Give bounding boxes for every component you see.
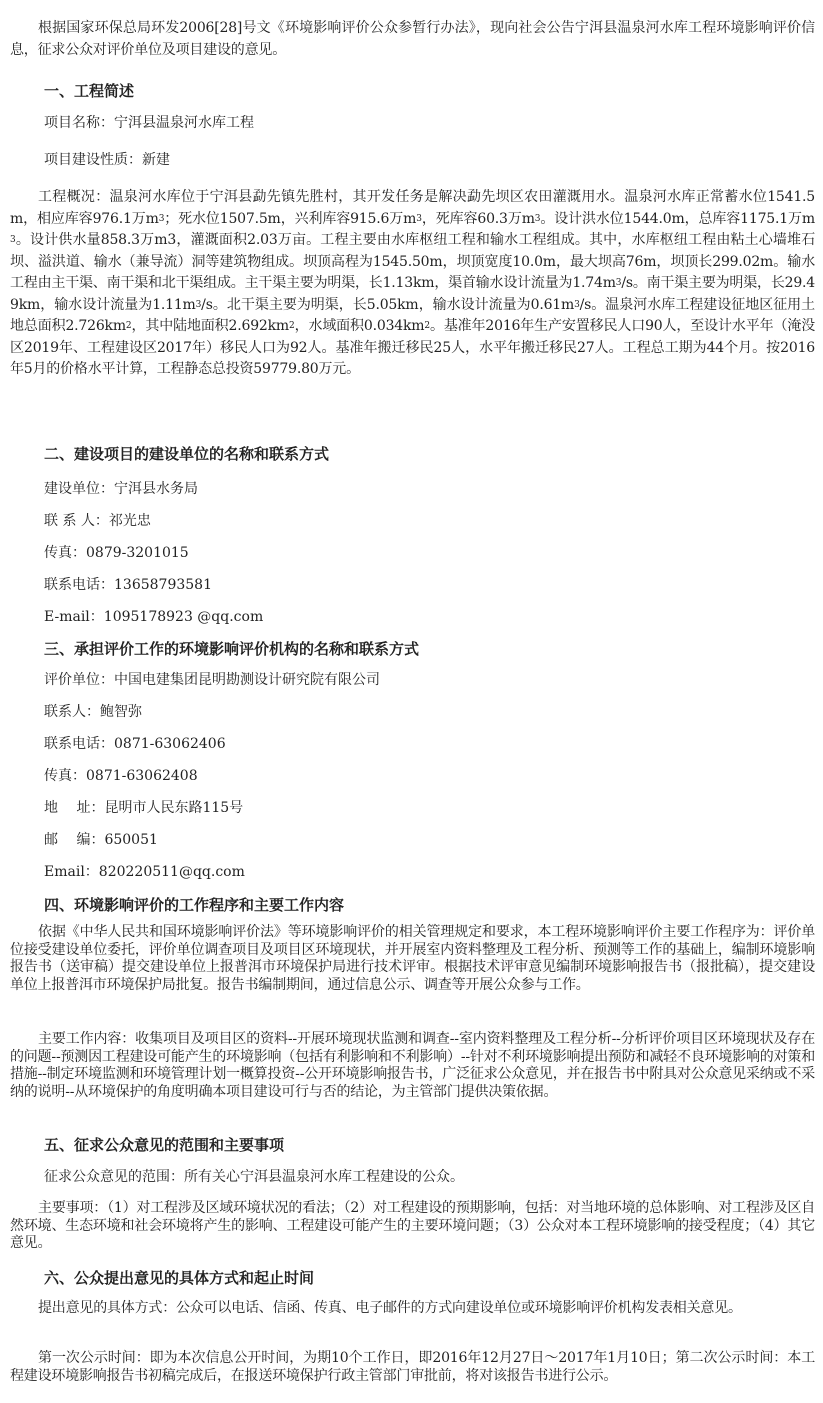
overview-sup-9: 2 [289,321,295,331]
overview-text-5: 。设计供水量858.3万m3，灌溉面积2.03万亩。工程主要由水库枢纽工程和输水工程组成。其中，水库枢纽工程由粘土心墙堆石坝、溢洪道、输水（兼导流）洞等建筑物组成。坝顶高程为1545.50m，坝顶宽度10.0m，最大坝高76m，坝顶长299.02m。输水工程由主干渠、南干渠和北干渠组成。主干渠主要为明渠，长1.13km，渠首输水设计流量为1.74m [10,232,815,291]
builder-contact: 联 系 人：祁光忠 [44,513,151,529]
overview-sup-5: 3 [615,278,622,288]
method-paragraph: 提出意见的具体方式：公众可以电话、信函、传真、电子邮件的方式向建设单位或环境影响评价机构发表相关意见。 [38,1300,742,1316]
project-overview [10,187,815,381]
overview-sup-7: 3 [574,299,580,310]
evaluator-postcode: 邮 编：650051 [44,832,158,848]
overview-text-2: ；死水位1507.5m，兴利库容915.6万m [164,210,417,227]
scope-line: 征求公众意见的范围：所有关心宁洱县温泉河水库工程建设的公众。 [44,1169,464,1185]
evaluator-phone: 联系电话：0871-63062406 [44,736,226,752]
overview-text-1: 工程概况：温泉河水库位于宁洱县勐先镇先胜村，其开发任务是解决勐先坝区农田灌溉用水。温泉河水库正常蓄水位1541.5m，相应库容976.1万m [10,189,815,227]
overview-sup-10: 2 [424,321,430,331]
overview-text-3: ，死库容60.3万m [421,210,535,227]
builder-email[interactable]: E-mail：1095178923 @qq.com [44,609,264,625]
overview-sup-6: 3 [195,299,202,310]
section-3-heading: 三、承担评价工作的环境影响评价机构的名称和联系方式 [44,640,420,658]
project-nature: 项目建设性质：新建 [44,152,170,168]
section-4-heading: 四、环境影响评价的工作程序和主要工作内容 [44,896,345,914]
evaluator-unit: 评价单位：中国电建集团昆明勘测设计研究院有限公司 [44,672,380,688]
timing-paragraph: 第一次公示时间：即为本次信息公开时间，为期10个工作日，即2016年12月27日～2017年1月10日；第二次公示时间：本工程建设环境影响报告书初稿完成后，在报送环境保护行政主管部门审批前，将对该报告书进行公示。 [10,1350,815,1384]
builder-fax: 传真：0879-3201015 [44,545,189,561]
evaluator-contact: 联系人：鲍智弥 [44,704,142,720]
builder-unit: 建设单位：宁洱县水务局 [44,481,198,497]
work-content-paragraph: 主要工作内容：收集项目及项目区的资料--开展环境现状监测和调查--室内资料整理及工程分析--分析评价项目区环境现状及存在的问题--预测因工程建设可能产生的环境影响（包括有利影响和不利影响）--针对不利环境影响提出预防和减轻不良环境影响的对策和措施--制定环境监测和环境管理计划一概算投资--公开环境影响报告书，广泛征求公众意见，并在报告书中附具对公众意见采纳或不采纳的说明--从环境保护的角度明确本项目建设可行与否的结论，为主管部门提供决策依据。 [10,1031,815,1100]
intro-paragraph: 根据国家环保总局环发2006[28]号文《环境影响评价公众参暂行办法》，现向社会公告宁洱县温泉河水库工程环境影响评价信息，征求公众对评价单位及项目建设的意见。 [10,20,815,58]
overview-text-6: /s。南干渠主要为明渠，长29.49km，输水设计流量为1.11m [10,275,815,313]
section-5-heading: 五、征求公众意见的范围和主要事项 [44,1136,285,1154]
workflow-paragraph: 依据《中华人民共和国环境影响评价法》等环境影响评价的相关管理规定和要求，本工程环境影响评价主要工作程序为：评价单位接受建设单位委托，评价单位调查项目及项目区环境现状，并开展室内资料整理及工程分析、预测等工作的基础上，编制环境影响报告书（送审稿）提交建设单位上报普洱市环境保护局进行技术评审。根据技术评审意见编制环境影响报告书（报批稿），提交建设单位上报普洱市环境保护局批复。报告书编制期间，通过信息公示、调查等开展公众参与工作。 [10,924,815,993]
overview-sup-4: 3 [10,235,16,245]
section-2-heading: 二、建设项目的建设单位的名称和联系方式 [44,445,330,463]
overview-text-8: /s。温泉河水库工程建设征地区征用土地总面积2.726km [10,296,815,334]
overview-text-9: ，其中陆地面积2.692km [131,318,289,334]
overview-sup-2: 3 [416,213,422,224]
evaluator-address: 地 址：昆明市人民东路115号 [44,800,244,816]
matters-paragraph: 主要事项：（1）对工程涉及区域环境状况的看法；（2）对工程建设的预期影响，包括：对当地环境的总体影响、对工程涉及区自然环境、生态环境和社会环境将产生的影响、工程建设可能产生的主要环境问题；（3）公众对本工程环境影响的接受程度；（4）其它意见。 [10,1200,815,1251]
overview-sup-3: 3 [534,213,541,224]
builder-phone: 联系电话：13658793581 [44,577,212,593]
overview-text-11: 。基准年2016年生产安置移民人口90人，至设计水平年（淹没区2019年、工程建设区2017年）移民人口为92人。基准年搬迁移民25人，水平年搬迁移民27人。工程总工期为44个月。按2016年5月的价格水平计算，工程静态总投资59779.80万元。 [10,318,815,377]
overview-sup-8: 2 [125,321,132,331]
overview-text-10: ，水域面积0.034km [294,318,425,334]
project-name: 项目名称：宁洱县温泉河水库工程 [44,115,254,131]
overview-sup-1: 3 [158,213,165,224]
evaluator-email[interactable]: Email：820220511@qq.com [44,864,245,880]
overview-text-7: /s。北干渠主要为明渠，长5.05km，输水设计流量为0.61m [201,296,575,313]
overview-text-4: 。设计洪水位1544.0m，总库容1175.1万m [540,210,815,227]
section-1-heading: 一、工程简述 [44,82,135,100]
evaluator-fax: 传真：0871-63062408 [44,768,198,784]
section-6-heading: 六、公众提出意见的具体方式和起止时间 [44,1269,315,1287]
